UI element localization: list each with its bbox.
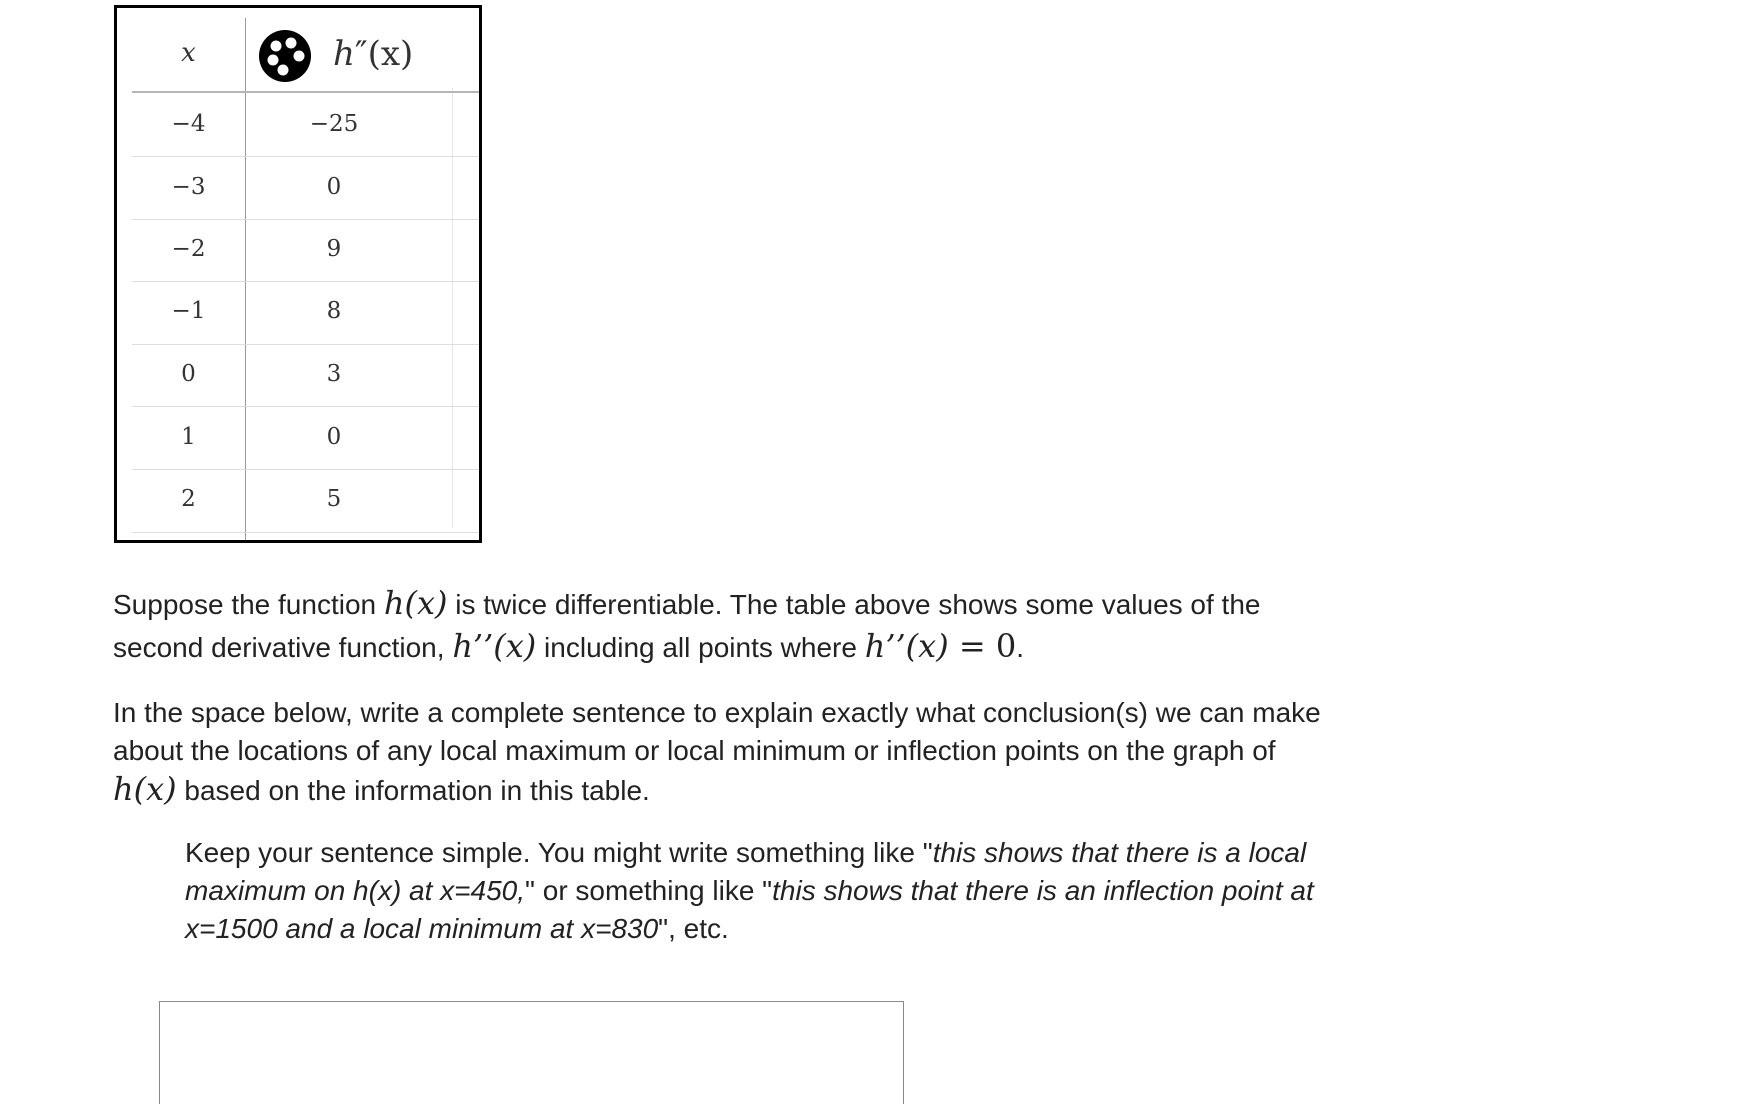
hint-text: " or something like " xyxy=(525,875,773,906)
math-h-double-prime: h’’(x) xyxy=(864,627,949,665)
values-table xyxy=(114,5,482,543)
row-separator xyxy=(132,532,479,533)
y-header-arg: (x) xyxy=(367,34,414,74)
intro-text: is twice differentiable. The table above shows some values of the xyxy=(447,589,1261,620)
table-cell-x[interactable]: −1 xyxy=(171,298,206,324)
table-cell-y[interactable]: 0 xyxy=(326,424,342,450)
color-palette-dots-icon[interactable] xyxy=(258,29,312,83)
table-cell-x[interactable]: −2 xyxy=(171,236,206,262)
row-separator xyxy=(132,281,479,282)
y-header-prime: ″ xyxy=(354,34,368,74)
hint-paragraph xyxy=(185,834,1345,948)
y-header-function: h xyxy=(333,34,355,74)
answer-textarea[interactable] xyxy=(159,1001,904,1104)
table-cell-x[interactable]: 2 xyxy=(181,486,196,512)
row-separator xyxy=(132,469,479,470)
intro-text: . xyxy=(1016,632,1024,663)
intro-line-2 xyxy=(113,627,1363,667)
column-divider xyxy=(245,18,246,540)
table-cell-x[interactable]: −3 xyxy=(171,174,206,200)
table-cell-x[interactable]: 0 xyxy=(181,361,196,387)
math-equals-zero: = 0 xyxy=(948,627,1017,665)
column-divider-right xyxy=(452,88,453,528)
math-h-double-prime: h’’(x) xyxy=(452,627,537,665)
table-cell-x[interactable]: 1 xyxy=(181,424,196,450)
question-text: based on the information in this table. xyxy=(176,775,650,806)
hint-text: Keep your sentence simple. You might write something like " xyxy=(185,837,933,868)
row-separator xyxy=(132,406,479,407)
intro-text: second derivative function, xyxy=(113,632,453,663)
hint-text: ", etc. xyxy=(658,913,729,944)
question-line-3 xyxy=(113,770,1363,810)
intro-text: Suppose the function xyxy=(113,589,384,620)
intro-paragraph xyxy=(113,584,1363,667)
question-paragraph xyxy=(113,694,1363,810)
math-h-of-x: h(x) xyxy=(113,770,177,808)
table-cell-y[interactable]: 0 xyxy=(326,174,342,200)
table-cell-y[interactable]: −25 xyxy=(309,111,359,137)
x-column-header: x xyxy=(181,38,196,68)
table-cell-y[interactable]: 9 xyxy=(326,236,342,262)
row-separator xyxy=(132,156,479,157)
header-separator xyxy=(132,91,479,93)
table-cell-x[interactable]: −4 xyxy=(171,111,206,137)
intro-text: including all points where xyxy=(536,632,865,663)
row-separator xyxy=(132,219,479,220)
hint-example-2: this shows that there is an inflection point at x=1500 and a local minimum at x=830 xyxy=(185,875,1314,944)
row-separator xyxy=(132,344,479,345)
question-line-1: In the space below, write a complete sentence to explain exactly what conclusion(s) we can make xyxy=(113,697,1321,728)
table-cell-y[interactable]: 3 xyxy=(326,361,342,387)
math-h-of-x: h(x) xyxy=(383,584,448,622)
intro-line-1 xyxy=(113,584,1363,624)
y-column-header xyxy=(333,34,413,74)
question-line-2: about the locations of any local maximum or local minimum or inflection points on the graph of xyxy=(113,735,1276,766)
table-cell-y[interactable]: 5 xyxy=(326,486,342,512)
hint-example-1: this shows that there is a local maximum on h(x) at x=450, xyxy=(185,837,1307,906)
table-cell-y[interactable]: 8 xyxy=(326,298,342,324)
